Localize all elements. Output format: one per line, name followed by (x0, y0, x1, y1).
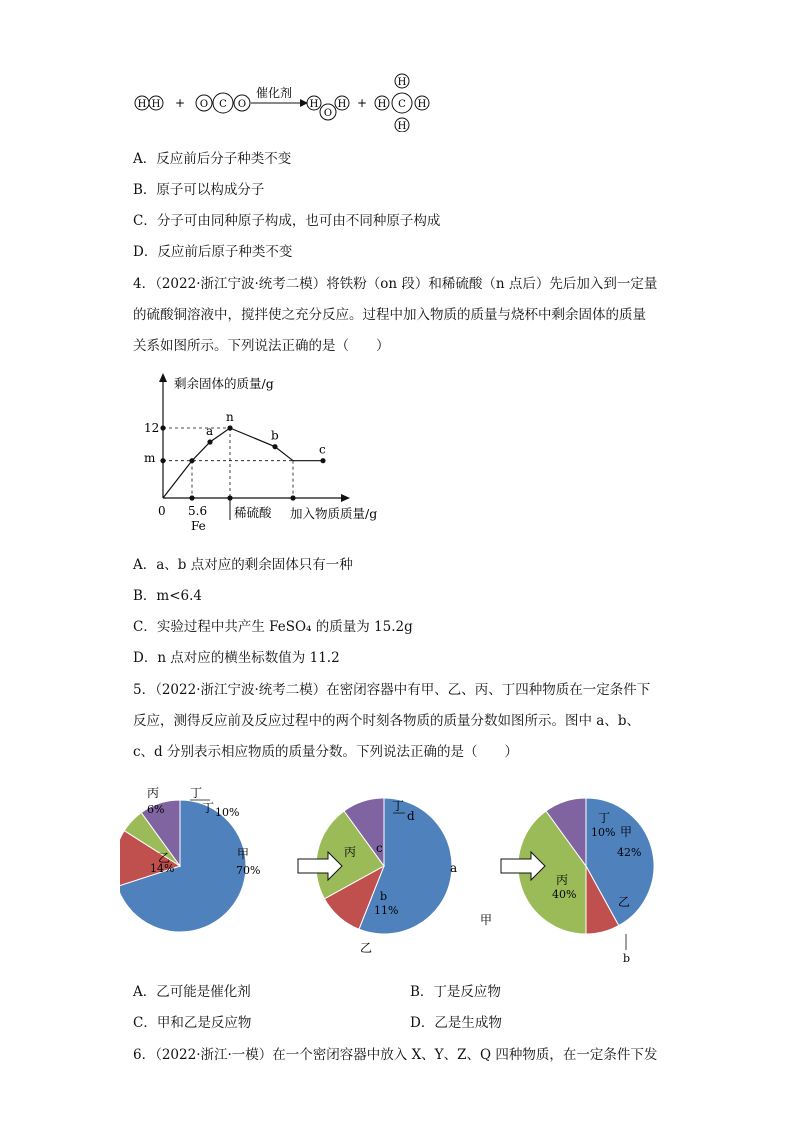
q4-stem-line: 的硫酸铜溶液中，搅拌使之充分反应。过程中加入物质的质量与烧杯中剩余固体的质量 (133, 307, 646, 323)
svg-text:H: H (337, 99, 347, 110)
slice-value: 40% (552, 888, 577, 901)
q4-stem-line: 关系如图所示。下列说法正确的是（ ） (133, 338, 390, 354)
slice-value: 70% (236, 864, 261, 877)
data-point (227, 425, 232, 430)
slice-value: a (450, 861, 458, 875)
q3-option-c: C．分子可由同种原子构成，也可由不同种原子构成 (133, 213, 441, 229)
q5-option-d: D．乙是生成物 (410, 1015, 502, 1031)
slice-name: 丁 (598, 811, 611, 825)
q5-option-b: B．丁是反应物 (410, 984, 501, 1000)
slice-name: 乙 (158, 851, 171, 865)
segment-label: 稀硫酸 (234, 505, 272, 520)
slice-value: 11% (374, 904, 399, 917)
y-tick-label: m (144, 451, 156, 465)
catalyst-label: 催化剂 (255, 86, 293, 100)
q4-option-b: B．m<6.4 (133, 588, 203, 604)
data-point (320, 458, 325, 463)
q5-pie-charts (120, 772, 720, 972)
chart-axes (159, 373, 350, 502)
y-axis-label: 剩余固体的质量/g (174, 376, 274, 391)
plus-sign: + (174, 96, 186, 110)
slice-value: 14% (150, 862, 175, 875)
point-label: a (206, 424, 214, 438)
slice-name: 乙 (618, 895, 631, 909)
chart-marks (160, 410, 326, 501)
slice-name: 甲 (237, 847, 250, 861)
q5-option-a: A．乙可能是催化剂 (133, 984, 251, 1000)
q4-option-d: D．n 点对应的横坐标数值为 11.2 (133, 650, 340, 666)
q5-stem-line: c、d 分别表示相应物质的质量分数。下列说法正确的是（ ） (133, 744, 518, 760)
axis-point (290, 495, 295, 500)
svg-text:H: H (397, 77, 407, 88)
svg-text:O: O (323, 108, 333, 119)
q6-stem-line: 6．（2022·浙江·一模）在一个密闭容器中放入 X、Y、Z、Q 四种物质，在一定条件下发 (133, 1047, 658, 1063)
pie-label: 丁 (392, 799, 405, 813)
plus-sign: + (356, 96, 368, 110)
axis-point (160, 425, 165, 430)
q3-option-b: B．原子可以构成分子 (133, 182, 265, 198)
slice-value: 10% (215, 806, 240, 819)
q5-option-c: C．甲和乙是反应物 (133, 1015, 252, 1031)
slice-name: 丙 (556, 873, 569, 887)
data-point (207, 439, 212, 444)
slice-value: 10% (591, 826, 616, 839)
slice-value: 42% (617, 846, 642, 859)
svg-text:H: H (397, 121, 407, 132)
x-axis-label: 加入物质质量/g (290, 506, 378, 521)
axis-point (227, 495, 232, 500)
q4-option-c: C．实验过程中共产生 FeSO₄ 的质量为 15.2g (133, 619, 413, 635)
q5-stem-line: 5．（2022·浙江宁波·统考二模）在密闭容器中有甲、乙、丙、丁四种物质在一定条件下 (133, 682, 651, 698)
q5-stem-line: 反应，测得反应前及反应过程中的两个时刻各物质的质量分数如图所示。图中 a、b、 (133, 713, 640, 729)
pie-label: 丙 (147, 786, 160, 800)
atom-label: H (151, 99, 161, 110)
pie-label: 丙 (344, 845, 357, 859)
point-label: b (271, 428, 279, 443)
svg-text:H: H (309, 99, 319, 110)
svg-text:H: H (417, 99, 427, 110)
pie-label: 6% (147, 803, 165, 816)
q4-option-a: A．a、b 点对应的剩余固体只有一种 (133, 557, 353, 573)
series-line (163, 428, 323, 498)
slice-value: b (380, 890, 388, 903)
point-label: n (226, 410, 234, 424)
q3-option-a: A．反应前后分子种类不变 (133, 151, 292, 167)
reaction-equation (128, 70, 448, 132)
atom-label: H (137, 99, 147, 110)
slice-value: c (376, 841, 383, 855)
axis-point (160, 458, 165, 463)
pie-chart-before (120, 800, 260, 932)
atom-label: O (199, 99, 209, 110)
pie-label: 丁 (190, 786, 203, 800)
x-tick-label: 0 (158, 504, 166, 518)
slice-name: 甲 (620, 825, 633, 839)
atom-label: O (237, 99, 247, 110)
point-label: c (319, 442, 326, 457)
pie-label: b (623, 952, 631, 965)
y-tick-label: 12 (144, 421, 160, 435)
data-point (272, 444, 277, 449)
pie-label: 甲 (480, 913, 493, 927)
x-axis-arrow-icon (341, 494, 350, 502)
slice-value: d (407, 809, 415, 823)
atom-label: C (219, 99, 227, 110)
data-point (189, 458, 194, 463)
slice-name: 丁 (202, 801, 215, 815)
q4-stem-line: 4．（2022·浙江宁波·统考二模）将铁粉（on 段）和稀硫酸（n 点后）先后加入到一定量 (133, 276, 658, 292)
x-tick-label: 5.6 (188, 504, 208, 518)
pie-label: 乙 (360, 941, 373, 955)
q3-option-d: D．反应前后原子种类不变 (133, 244, 293, 260)
y-axis-arrow-icon (159, 373, 167, 382)
svg-text:C: C (398, 99, 406, 110)
q4-line-chart (140, 370, 400, 540)
x-tick-label: Fe (191, 519, 206, 533)
svg-text:H: H (377, 99, 387, 110)
axis-point (189, 495, 194, 500)
